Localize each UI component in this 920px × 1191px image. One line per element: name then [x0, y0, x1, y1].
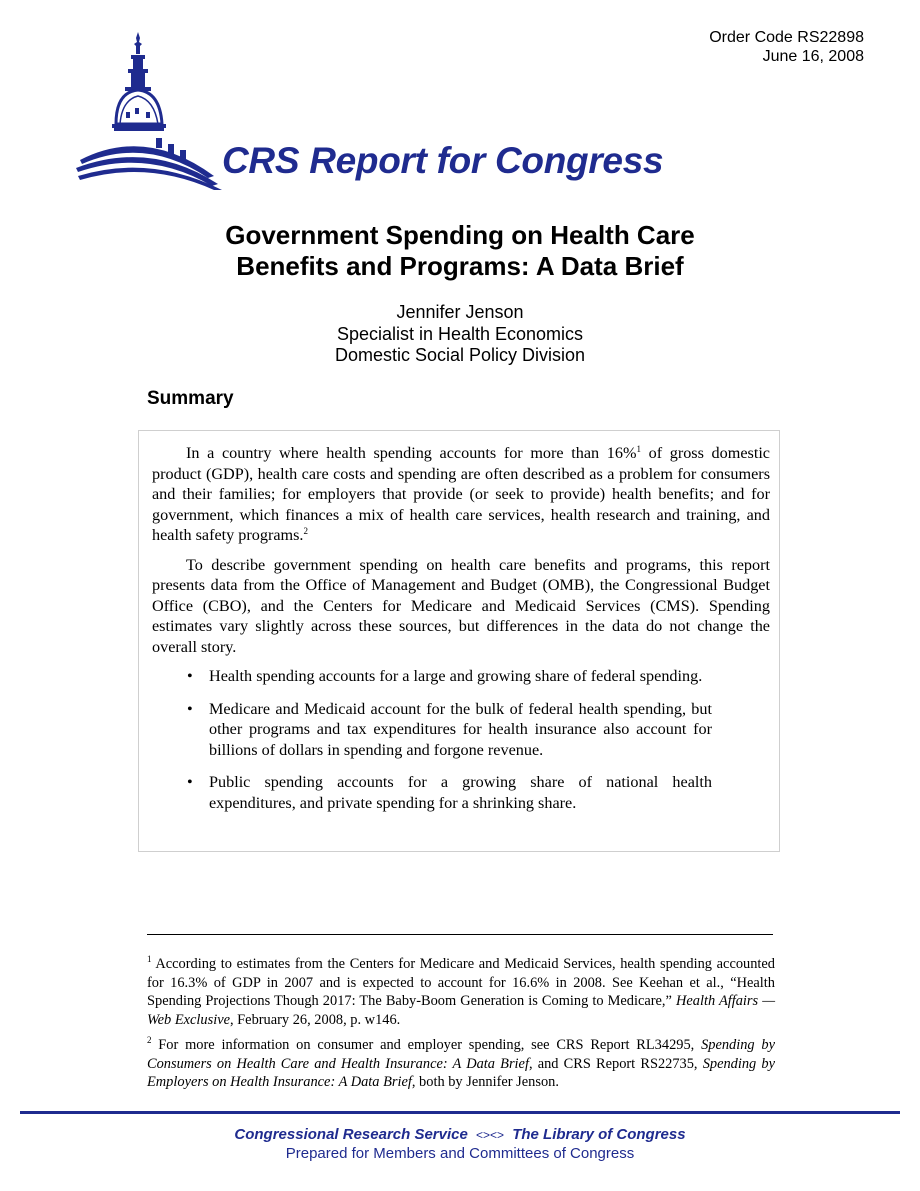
- footnote-2-text-end: , both by Jennifer Jenson.: [411, 1074, 559, 1090]
- footnotes: [147, 955, 775, 1099]
- summary-heading: Summary: [147, 388, 234, 409]
- footnote-1-text: According to estimates from the Centers for Medicare and Medicaid Services, health spending accounted for 16.3% of GDP in 2007 and is expected to account for 16.6% in 2008. See Keehan et al., “Health Spending Projections Though 2017: The Baby-Boom Generation is Coming to Medicare,”: [147, 956, 775, 1009]
- footnote-ref-2: 2: [303, 526, 308, 536]
- footnote-1-number: 1: [147, 954, 152, 964]
- summary-paragraph-1: [152, 443, 770, 546]
- order-code: Order Code RS22898: [709, 29, 864, 46]
- footnote-2-report-2: Spending by Employers on Health Insurance: A Data Brief: [147, 1055, 775, 1090]
- footnote-2-text: For more information on consumer and employer spending, see CRS Report RL34295,: [151, 1037, 702, 1053]
- author-block: [0, 302, 920, 367]
- list-item: [187, 699, 712, 761]
- footnote-divider: [147, 934, 773, 935]
- summary-bullet-list: [152, 666, 770, 813]
- report-title-line-1: Government Spending on Health Care: [225, 220, 695, 250]
- footer-line-1: [0, 1126, 920, 1143]
- list-item: [187, 772, 712, 813]
- bullet-icon: •: [187, 667, 193, 685]
- footer-crs: Congressional Research Service: [234, 1126, 468, 1143]
- bullet-icon: •: [187, 699, 193, 718]
- order-info: [709, 28, 864, 66]
- bullet-text: Public spending accounts for a growing share of national health expenditures, and private spending for a shrinking share.: [209, 773, 712, 812]
- footnote-2-report-1: Spending by Consumers on Health Care and Health Insurance: A Data Brief: [147, 1037, 775, 1072]
- crs-report-title: CRS Report for Congress: [222, 140, 664, 181]
- list-item: [187, 666, 712, 687]
- footnote-1-journal: Health Affairs — Web Exclusive: [147, 993, 775, 1028]
- footer-loc: The Library of Congress: [512, 1126, 686, 1143]
- report-date: June 16, 2008: [762, 48, 864, 65]
- report-title-line-2: Benefits and Programs: A Data Brief: [236, 251, 684, 281]
- bullet-text: Medicare and Medicaid account for the bulk of federal health spending, but other programs and tax expenditures for health insurance also account for billions of dollars in spending and forgone revenue.: [209, 699, 712, 759]
- bullet-icon: •: [187, 773, 193, 791]
- summary-paragraph-2: To describe government spending on health care benefits and programs, this report presents data from the Office of Management and Budget (OMB), the Congressional Budget Office (CBO), and the Centers for Medicare and Medicaid Services (CMS). Spending estimates vary slightly across these sources, but differences in the data do not change the overall story.: [152, 555, 770, 656]
- footnote-1: [147, 955, 775, 1029]
- capitol-dome-icon: [76, 28, 226, 190]
- author-position: Specialist in Health Economics: [336, 323, 584, 344]
- footnote-2-text-mid: , and CRS Report RS22735,: [528, 1055, 703, 1072]
- footer-divider: [20, 1111, 900, 1114]
- footer-line-2: Prepared for Members and Committees of Congress: [285, 1145, 635, 1162]
- footnote-ref-1: 1: [636, 444, 641, 454]
- ornament-icon: <><>: [476, 1128, 505, 1142]
- summary-p1-text-a: In a country where health spending accounts for more than 16%: [186, 444, 637, 462]
- author-division: Domestic Social Policy Division: [334, 345, 586, 365]
- footnote-1-text-end: , February 26, 2008, p. w146.: [229, 1011, 401, 1028]
- footnote-2-number: 2: [147, 1035, 152, 1045]
- footnote-2: [147, 1036, 775, 1092]
- author-name: Jennifer Jenson: [396, 302, 524, 322]
- summary-p1-text-b: of gross domestic product (GDP), health care costs and spending are often described as a problem for consumers and their families; for employers that provide (or seek to provide) health benefits; and for government, which finances a mix of health care services, health research and training, and health safety programs.: [152, 444, 770, 544]
- summary-text: [152, 443, 770, 825]
- report-title: [0, 220, 920, 282]
- bullet-text: Health spending accounts for a large and growing share of federal spending.: [209, 667, 703, 685]
